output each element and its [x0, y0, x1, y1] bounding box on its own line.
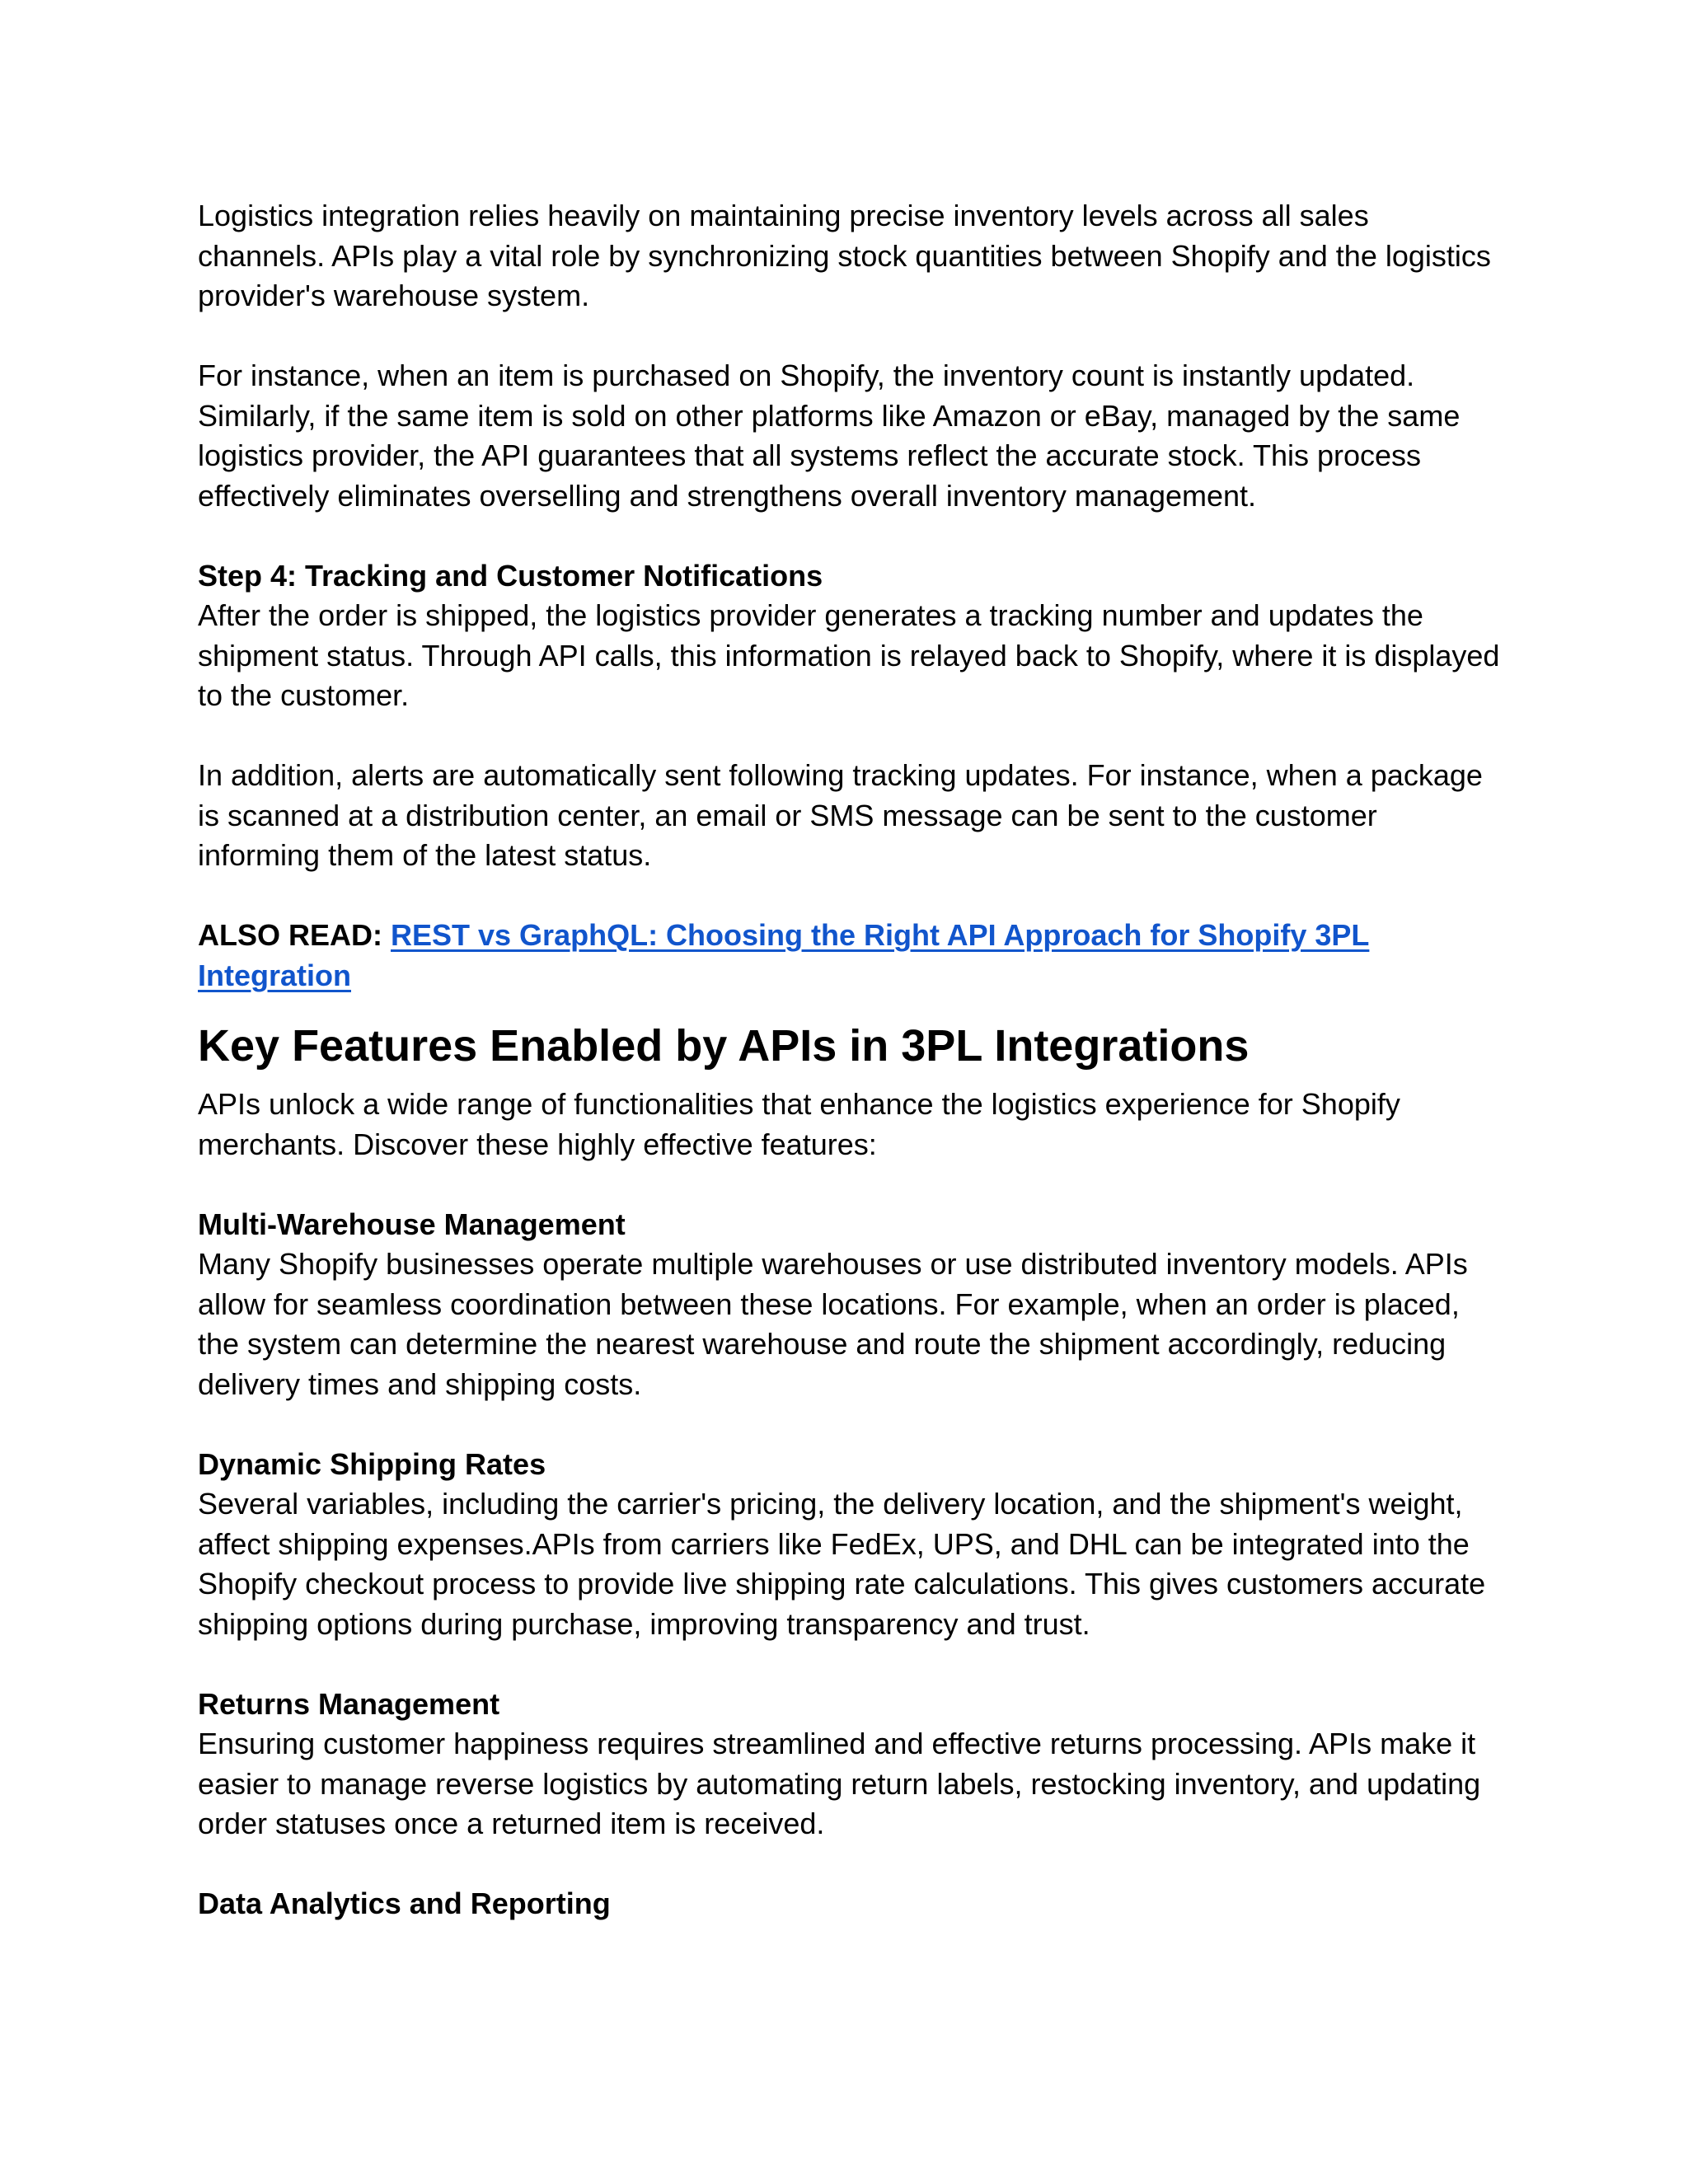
dynamic-shipping-heading: Dynamic Shipping Rates [198, 1446, 546, 1481]
returns-heading: Returns Management [198, 1686, 500, 1721]
step-4-heading: Step 4: Tracking and Customer Notifications [198, 558, 823, 593]
spacer [198, 1165, 1500, 1205]
spacer [198, 1844, 1500, 1885]
intro-paragraph-1: Logistics integration relies heavily on maintaining precise inventory levels across all sales channels. APIs play a vital role by synchronizing stock quantities between Shopify and the logistics provider's warehouse system. [198, 199, 1499, 312]
spacer [198, 516, 1500, 556]
step-4-paragraph-1: After the order is shipped, the logistics provider generates a tracking number and updates the shipment status. Through API calls, this information is relayed back to Shopify, where it is displayed to the customer. [198, 598, 1508, 712]
also-read-link[interactable]: REST vs GraphQL: Choosing the Right API Approach for Shopify 3PL Integration [198, 918, 1370, 992]
multi-warehouse-body: Many Shopify businesses operate multiple warehouses or use distributed inventory models. APIs allow for seamless coordination between these locations. For example, when an order is placed, the system can determine the nearest warehouse and route the shipment accordingly, reducing delivery times and shipping costs. [198, 1247, 1476, 1401]
spacer [198, 716, 1500, 757]
multi-warehouse-heading: Multi-Warehouse Management [198, 1207, 626, 1241]
step-4-paragraph-2: In addition, alerts are automatically sent following tracking updates. For instance, when a package is scanned at a distribution center, an email or SMS message can be sent to the customer informing them of the latest status. [198, 758, 1491, 872]
dynamic-shipping-body: Several variables, including the carrier's pricing, the delivery location, and the shipment's weight, affect shipping expenses.APIs from carriers like FedEx, UPS, and DHL can be integrated into the Shopify checkout process to provide live shipping rate calculations. This gives customers accurate shipping options during purchase, improving transparency and trust. [198, 1487, 1494, 1641]
key-features-heading: Key Features Enabled by APIs in 3PL Integrations [198, 1021, 1250, 1071]
intro-paragraph-2: For instance, when an item is purchased on Shopify, the inventory count is instantly updated. Similarly, if the same item is sold on other platforms like Amazon or eBay, managed by the same logistics provider, the API guarantees that all systems reflect the accurate stock. This process effectively eliminates overselling and strengthens overall inventory management. [198, 359, 1469, 513]
returns-body: Ensuring customer happiness requires streamlined and effective returns processing. APIs make it easier to manage reverse logistics by automating return labels, restocking inventory, and updating order statuses once a returned item is received. [198, 1727, 1489, 1840]
key-features-intro: APIs unlock a wide range of functionalities that enhance the logistics experience for Shopify merchants. Discover these highly effective features: [198, 1087, 1409, 1161]
analytics-heading: Data Analytics and Reporting [198, 1886, 611, 1920]
spacer [198, 1404, 1500, 1445]
spacer [198, 1644, 1500, 1685]
spacer [198, 876, 1500, 916]
document-page [198, 196, 1508, 1924]
also-read-label: ALSO READ: [198, 918, 391, 952]
also-read-line [198, 916, 1500, 996]
spacer [198, 316, 1500, 357]
